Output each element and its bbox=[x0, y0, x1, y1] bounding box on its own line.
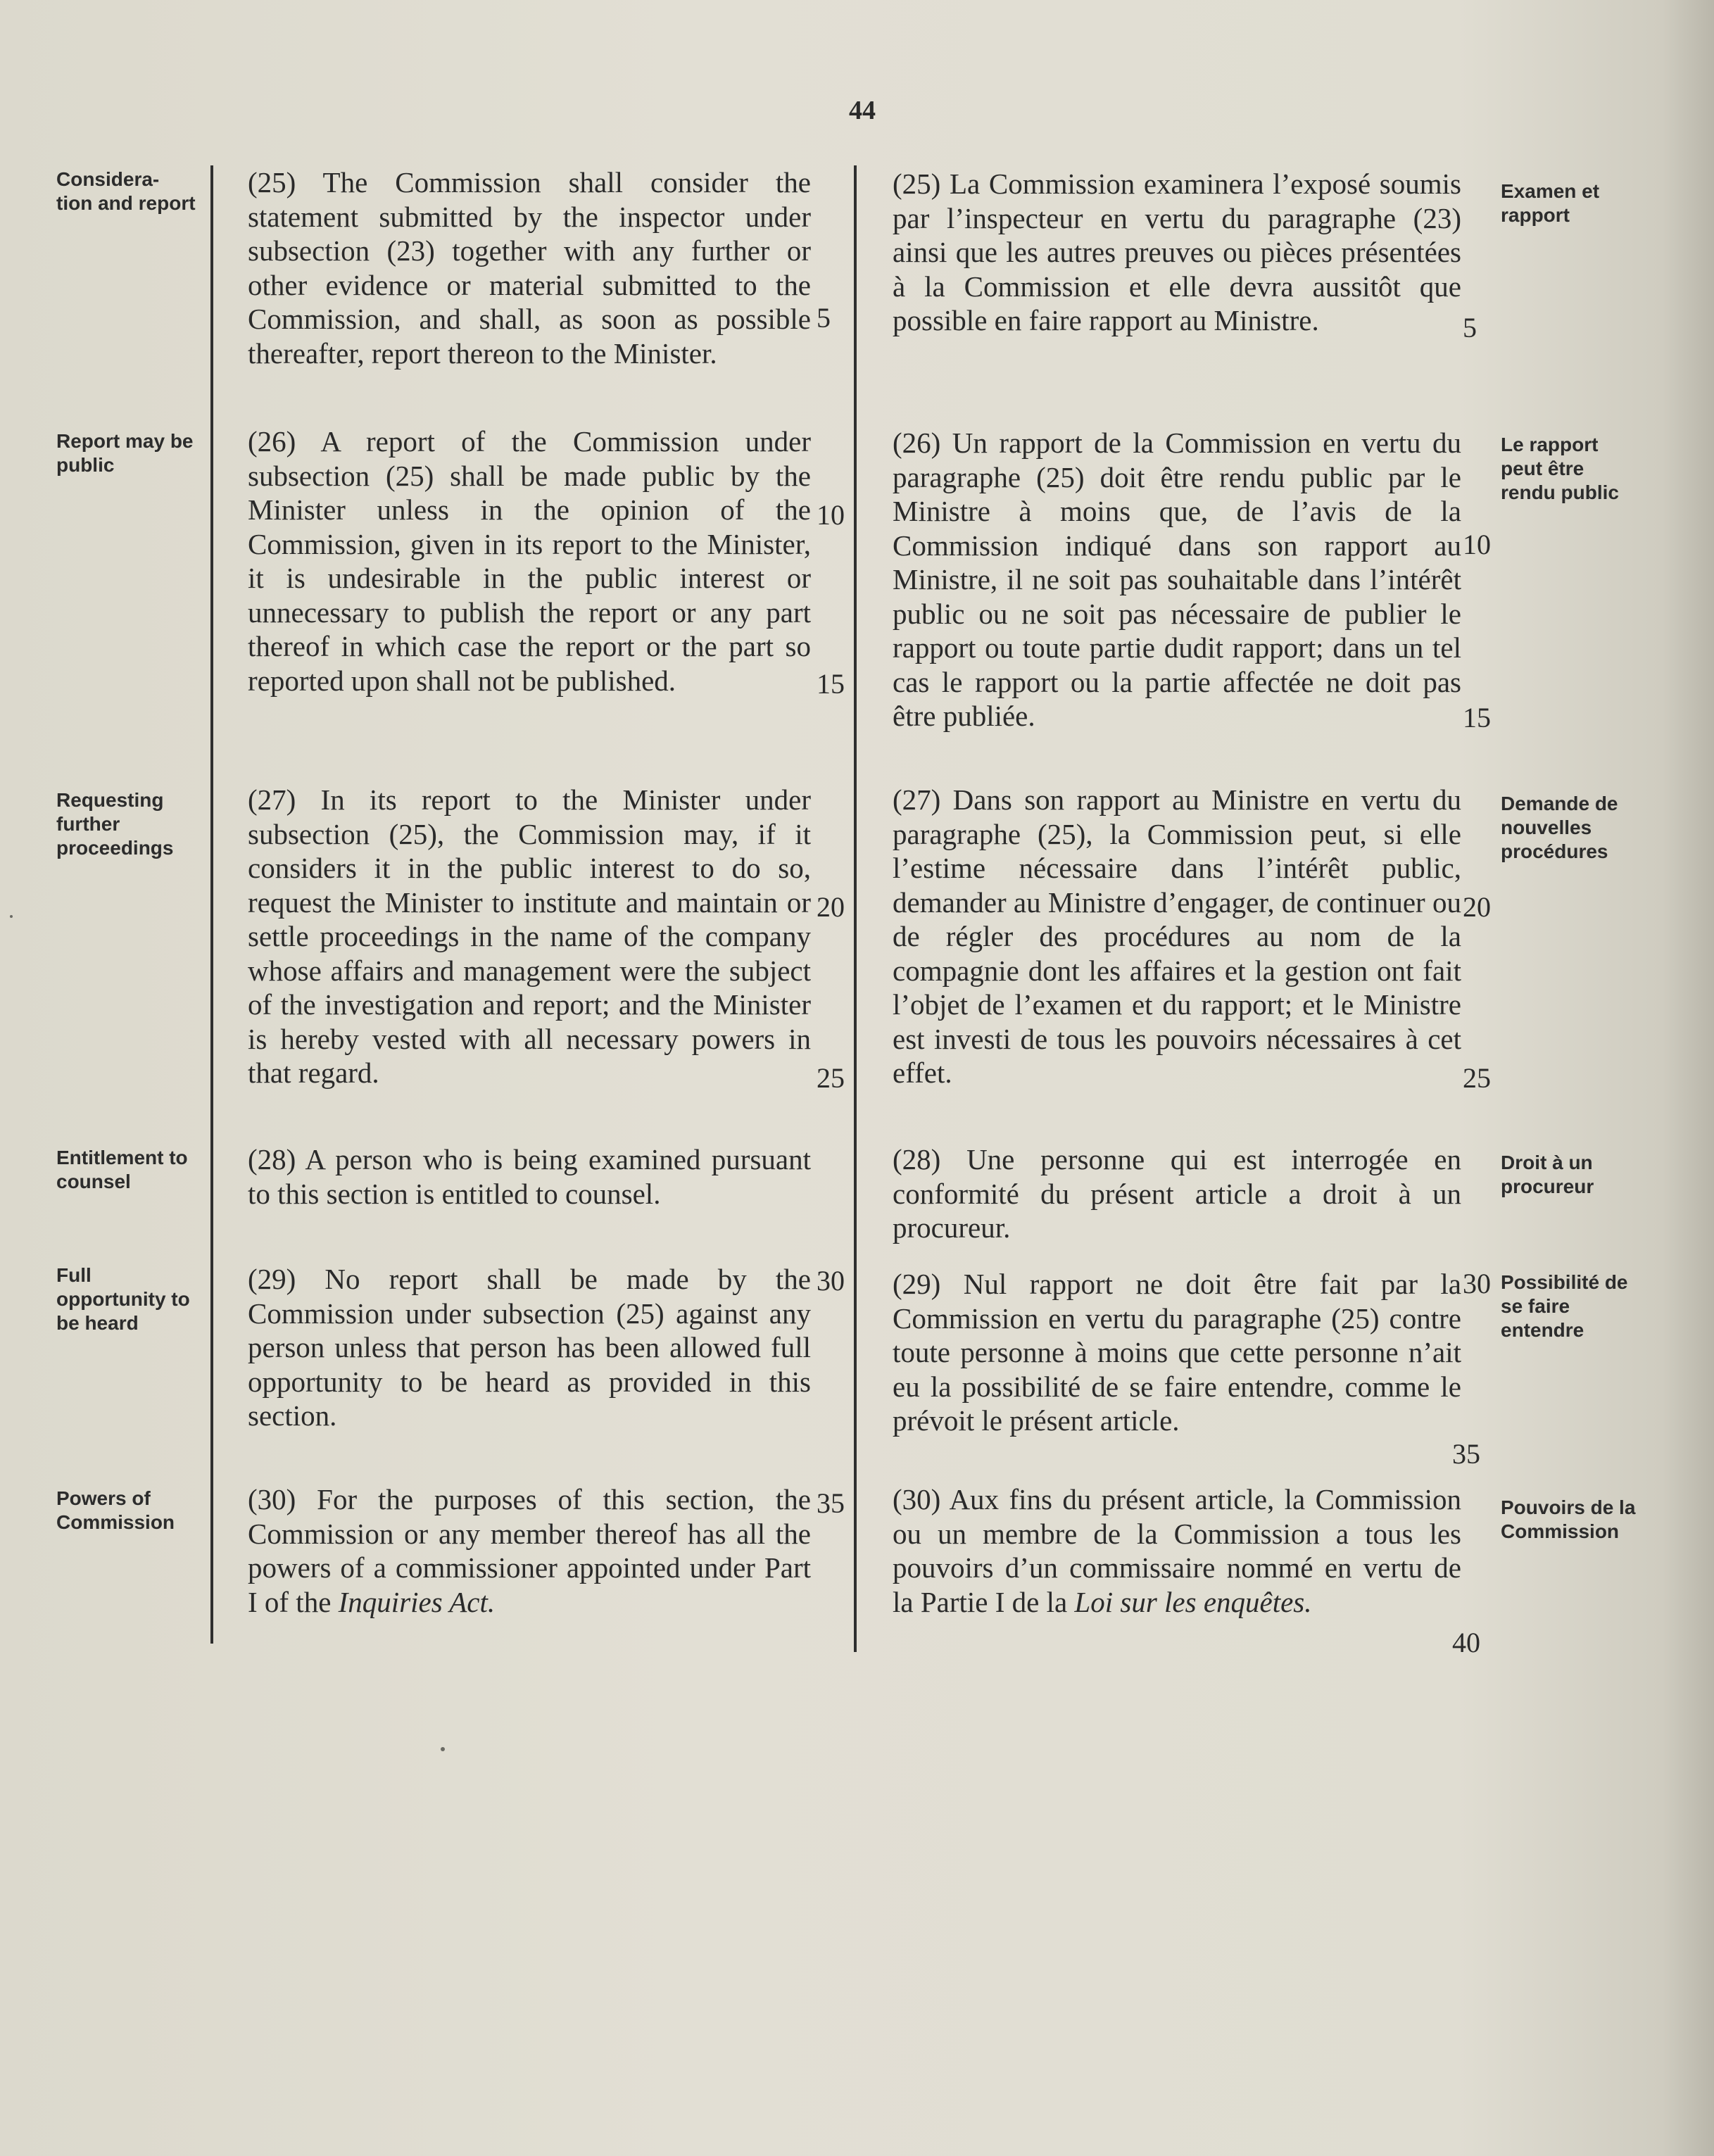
line-number-fr: 15 bbox=[1463, 702, 1491, 733]
margin-note-fr-30: Pouvoirs de la Commission bbox=[1501, 1496, 1636, 1542]
paragraph-en-27: (27) In its report to the Minister under subsection (25), the Commission may, if it considers it in the public interest to do so, request the Minister to institute and maintain or settle proceedings in the name of the company whose affairs and management were the subject of the investigation and report; and the Minister is hereby vested with all necessary powers in that regard. bbox=[248, 783, 811, 1089]
paragraph-en-30-act-title: Inquiries Act. bbox=[338, 1585, 496, 1618]
margin-note-en-26: Report may be public bbox=[56, 430, 194, 476]
line-number-en: 10 bbox=[817, 499, 845, 531]
line-number-en: 20 bbox=[817, 891, 845, 923]
paragraph-fr-30-act-title: Loi sur les enquêtes. bbox=[1074, 1585, 1312, 1618]
margin-note-en-27: Requesting further proceedings bbox=[56, 789, 174, 859]
paragraph-en-28: (28) A person who is being examined pursuant to this section is entitled to counsel. bbox=[248, 1143, 811, 1210]
line-number-en: 25 bbox=[817, 1062, 845, 1094]
paragraph-fr-25: (25) La Commission examinera l’exposé soumis par l’inspecteur en vertu du paragraphe (23) ainsi que les autres preuves ou pièces présentées à la Commission et elle devra aussitôt que possible en faire rapport au Ministre. bbox=[893, 168, 1461, 336]
line-number-en: 5 bbox=[817, 302, 831, 334]
paragraph-fr-29: (29) Nul rapport ne doit être fait par la Commission en vertu du paragraphe (25) contre toute personne à moins que cette personne n’ait eu la possibilité de se faire entendre, comme le prévoit le présent article. bbox=[893, 1268, 1461, 1437]
margin-note-en-30: Powers of Commission bbox=[56, 1487, 175, 1533]
page-number: 44 bbox=[849, 96, 876, 125]
line-number-fr: 5 bbox=[1463, 312, 1477, 343]
line-number-fr: 30 bbox=[1463, 1268, 1491, 1299]
paragraph-fr-30-main: (30) Aux fins du présent article, la Commission ou un membre de la Commission a tous les pouvoirs d’un commissaire nommé en vertu de la Partie I de la bbox=[893, 1483, 1461, 1618]
paragraph-fr-28: (28) Une personne qui est interrogée en conformité du présent article a droit à un procureur. bbox=[893, 1143, 1461, 1244]
margin-note-fr-27: Demande de nouvelles procédures bbox=[1501, 793, 1618, 862]
line-number-en: 35 bbox=[817, 1487, 845, 1519]
paragraph-en-30 bbox=[248, 1482, 811, 1619]
margin-note-fr-25: Examen et rapport bbox=[1501, 180, 1600, 226]
line-number-fr: 40 bbox=[1452, 1627, 1480, 1658]
line-number-en: 30 bbox=[817, 1265, 845, 1297]
paragraph-en-26: (26) A report of the Commission under subsection (25) shall be made public by the Minister unless in the opinion of the Commission, given in its report to the Minister, it is undesirable in the public interest or unnecessary to publish the report or any part thereof in which case the report or the part so reported upon shall not be published. bbox=[248, 425, 811, 697]
margin-note-fr-29: Possibilité de se faire entendre bbox=[1501, 1271, 1628, 1341]
margin-note-fr-28: Droit à un procureur bbox=[1501, 1152, 1594, 1197]
paragraph-en-30-main: (30) For the purposes of this section, the Commission or any member thereof has all the powers of a commissioner appointed under Part I of the bbox=[248, 1483, 811, 1618]
margin-note-en-29: Full opportunity to be heard bbox=[56, 1264, 190, 1334]
paragraph-fr-26: (26) Un rapport de la Commission en vertu du paragraphe (25) doit être rendu public par le Ministre à moins que, de l’avis de la Commission indiqué dans son rapport au Ministre, il ne soit pas souhaitable dans l’intérêt public ou ne soit pas nécessaire de publier le rapport ou toute partie dudit rapport; dans un tel cas le rapport ou la partie affectée ne doit pas être publiée. bbox=[893, 427, 1461, 732]
margin-note-en-28: Entitlement to counsel bbox=[56, 1147, 188, 1192]
margin-note-en-25: Considera- tion and report bbox=[56, 168, 196, 214]
scan-speck bbox=[10, 915, 13, 918]
paragraph-en-25: (25) The Commission shall consider the statement submitted by the inspector under subsection (23) together with any further or other evidence or material submitted to the Commission, and shall, as soon as possible thereafter, report thereon to the Minister. bbox=[248, 166, 811, 370]
line-number-fr: 25 bbox=[1463, 1062, 1491, 1094]
margin-note-fr-26: Le rapport peut être rendu public bbox=[1501, 434, 1619, 503]
paragraph-en-29: (29) No report shall be made by the Commission under subsection (25) against any person unless that person has been allowed full opportunity to be heard as provided in this section. bbox=[248, 1263, 811, 1432]
scan-speck bbox=[441, 1747, 445, 1751]
paragraph-fr-27: (27) Dans son rapport au Ministre en vertu du paragraphe (25), la Commission peut, si elle l’estime nécessaire dans l’intérêt public, demander au Ministre d’engager, de continuer ou de régler des procédures au nom de la compagnie dont les affaires et la gestion ont fait l’objet de l’examen et du rapport; et le Ministre est investi de tous les pouvoirs nécessaires à cet effet. bbox=[893, 783, 1461, 1089]
line-number-fr: 35 bbox=[1452, 1438, 1480, 1470]
line-number-fr: 20 bbox=[1463, 891, 1491, 923]
line-number-fr: 10 bbox=[1463, 529, 1491, 560]
paragraph-fr-30 bbox=[893, 1482, 1461, 1619]
line-number-en: 15 bbox=[817, 668, 845, 700]
left-column-rule bbox=[210, 165, 213, 1644]
